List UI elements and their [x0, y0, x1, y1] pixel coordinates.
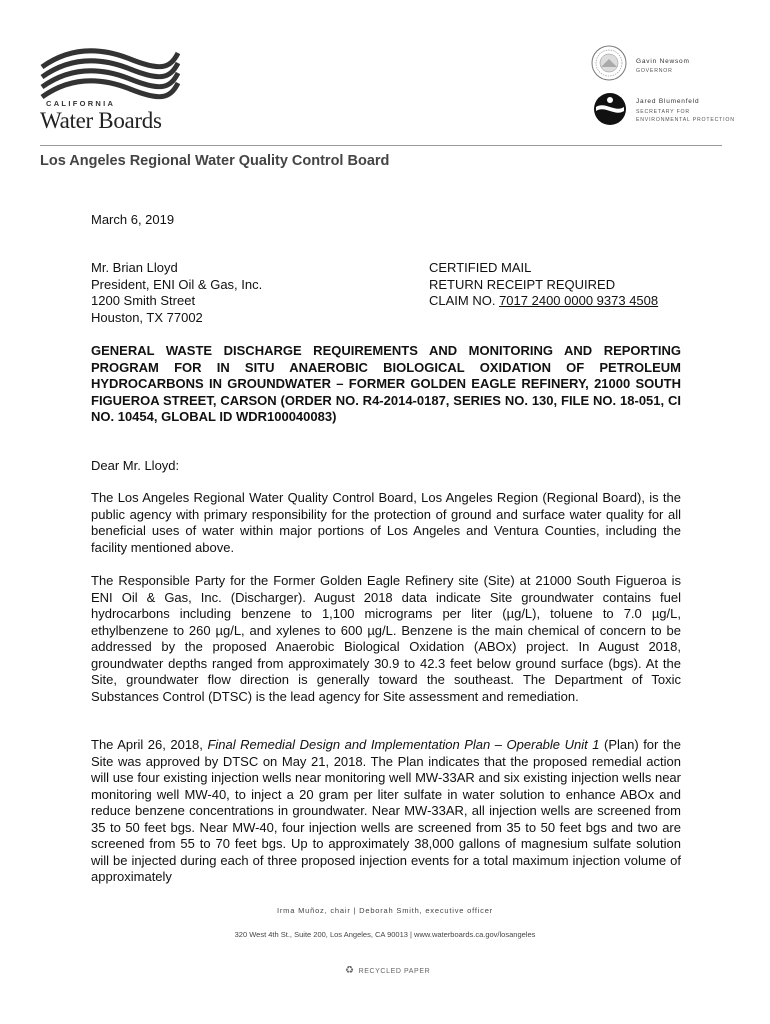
governor-title: GOVERNOR [636, 68, 673, 74]
letter-greeting: Dear Mr. Lloyd: [91, 458, 180, 473]
certified-mail-label: CERTIFIED MAIL [429, 260, 532, 275]
recipient-line: Mr. Brian Lloyd [91, 260, 178, 275]
paragraph-3-rest: (Plan) for the Site was approved by DTSC on May 21, 2018. The Plan indicates that the proposed remedial action will use four existing injection wells near monitoring well MW-33AR and six existing injection wells near monitoring well MW-40, to inject a 20 gram per liter sulfate in water solution to enhance ABOx and reduce benzene concentrations in groundwater. Near MW-33AR, all injection wells are screened from 35 to 50 feet bgs. Near MW-40, four injection wells are screened from 35 to 50 feet bgs and two are screened from 55 to 70 feet bgs. Up to approximately 38,000 gallons of magnesium sulfate solution will be injected during each of three proposed injection events for a total maximum injection volume of approximately [91, 737, 681, 884]
recipient-line: Houston, TX 77002 [91, 309, 203, 325]
footer-officers: Irma Muñoz, chair | Deborah Smith, executive officer [277, 906, 493, 915]
recipient-line: 1200 Smith Street [91, 293, 196, 308]
footer-address: 320 West 4th St., Suite 200, Los Angeles, CA 90013 | www.waterboards.ca.gov/losangeles [234, 930, 536, 939]
recycle-icon: ♻ [345, 965, 355, 976]
mailing-info [429, 260, 729, 310]
paragraph-2: The Responsible Party for the Former Golden Eagle Refinery site (Site) at 21000 South Figueroa is ENI Oil & Gas, Inc. (Discharger). August 2018 data indicate Site groundwater contains fuel hydrocarbons including benzene to 1,100 micrograms per liter (µg/L), toluene to 7.0 µg/L, ethylbenzene to 260 µg/L, and xylenes to 600 µg/L. Benzene is the main chemical of concern to be addressed by the proposed Anaerobic Biological Oxidation (ABOx) project. In August 2018, groundwater depths ranged from approximately 30.9 to 42.3 feet below ground surface (bgs). At the Site, groundwater flow direction is generally toward the southeast. The Department of Toxic Substances Control (DTSC) is the lead agency for Site assessment and remediation. [91, 573, 681, 704]
governor-name: Gavin Newsom [636, 58, 690, 65]
paragraph-1: The Los Angeles Regional Water Quality Control Board, Los Angeles Region (Regional Board), is the public agency with primary responsibility for the protection of ground and surface water quality for all beneficial uses of water within major portions of Los Angeles and Ventura Counties, including the facility mentioned above. [91, 490, 681, 555]
logo-wordmark: Water Boards [40, 108, 162, 133]
recycled-label: RECYCLED PAPER [358, 968, 431, 975]
recipient-line: President, ENI Oil & Gas, Inc. [91, 276, 263, 292]
letter-subject: GENERAL WASTE DISCHARGE REQUIREMENTS AND MONITORING AND REPORTING PROGRAM FOR IN SITU ANAEROBIC BIOLOGICAL OXIDATION OF PETROLEUM HYDROCARBONS IN GROUNDWATER – FORMER GOLDEN EAGLE REFINERY, 21000 SOUTH FIGUEROA STREET, CARSON (ORDER NO. R4-2014-0187, SERIES NO. 130, FILE NO. 18-051, CI NO. 10454, GLOBAL ID WDR100040083) [91, 343, 681, 424]
water-boards-logo-waves-icon [40, 45, 180, 100]
california-seal-icon [591, 45, 627, 81]
plan-title: Final Remedial Design and Implementation Plan – Operable Unit 1 [207, 737, 600, 752]
secretary-name: Jared Blumenfeld [636, 98, 700, 105]
calepa-logo-icon [593, 92, 627, 126]
logo-state-label: CALIFORNIA [46, 99, 116, 108]
return-receipt-label: RETURN RECEIPT REQUIRED [429, 276, 616, 292]
secretary-title: SECRETARY FOR ENVIRONMENTAL PROTECTION [636, 109, 735, 123]
paragraph-3-start: The April 26, 2018, [91, 737, 208, 752]
board-name: Los Angeles Regional Water Quality Control Board [40, 153, 390, 169]
header-divider [40, 145, 722, 146]
claim-line [429, 293, 729, 310]
claim-number: 7017 2400 0000 9373 4508 [499, 293, 659, 308]
claim-label: CLAIM NO. [429, 293, 500, 308]
paragraph-3 [91, 737, 681, 886]
letter-date: March 6, 2019 [91, 212, 175, 227]
recycled-paper-note [345, 965, 430, 976]
recipient-address [91, 260, 391, 326]
